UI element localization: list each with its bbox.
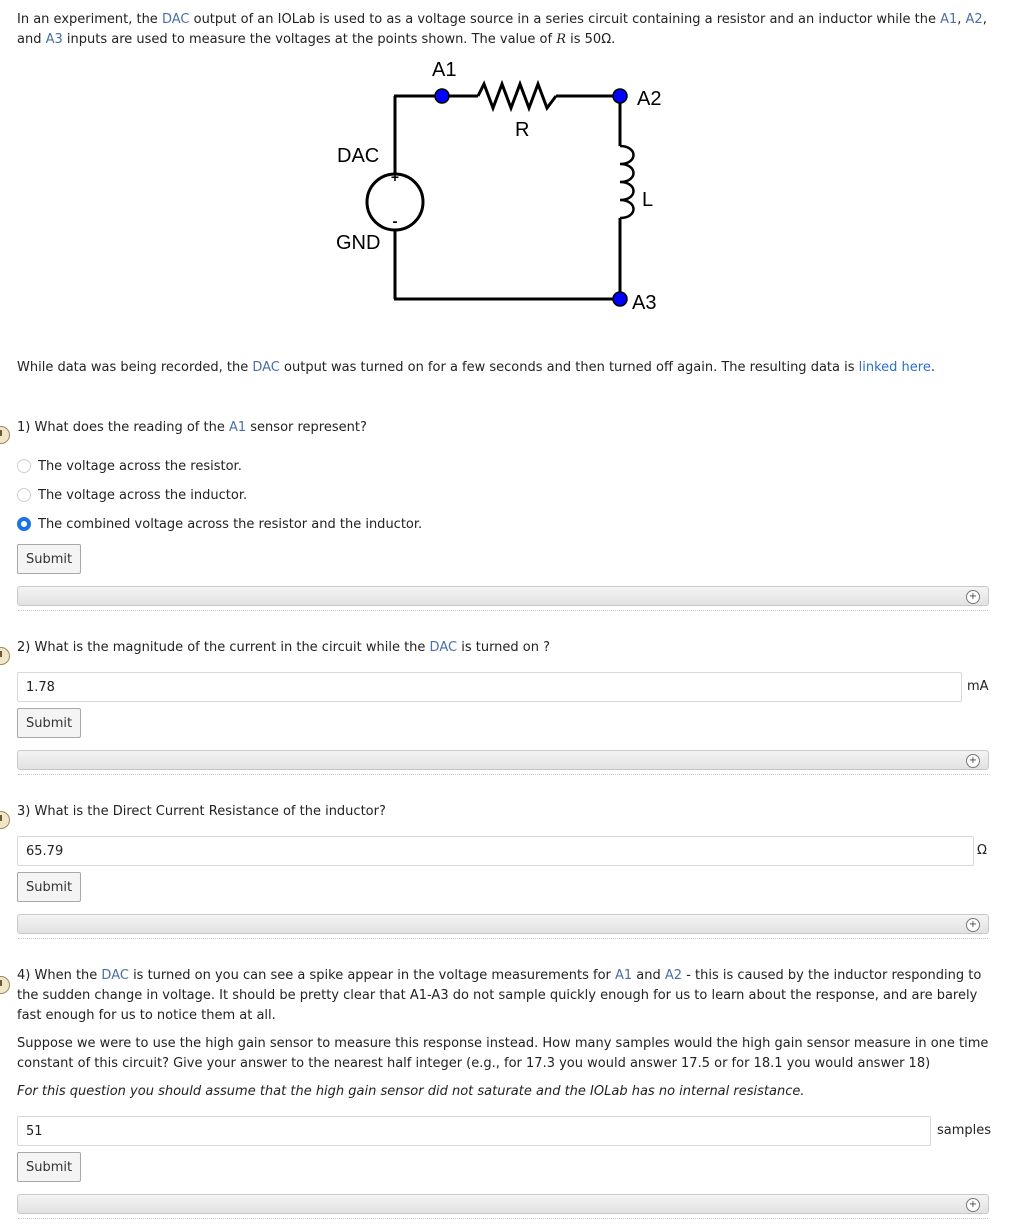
intro-text: In an experiment, the xyxy=(17,12,162,27)
q1-text: 1) What does the reading of the xyxy=(17,420,229,435)
a1-term: A1 xyxy=(615,968,633,983)
expand-plus-icon[interactable]: + xyxy=(966,754,980,768)
q4-text: - this is caused by the inductor responding to the sudden change in voltage. It should be pretty clear that A1-A3 do not sample quickly enough for us to learn about the response, and are barely fast enough for us to notice them at all. xyxy=(17,968,982,1023)
clock-icon xyxy=(0,811,10,829)
q1-option-1[interactable] xyxy=(17,486,247,504)
a3-node xyxy=(613,292,627,306)
q4-feedback-bar[interactable] xyxy=(17,1194,989,1214)
option-label: The combined voltage across the resistor and the inductor. xyxy=(38,516,423,532)
q4-submit-button[interactable]: Submit xyxy=(17,1152,81,1182)
radio-button[interactable] xyxy=(17,488,31,502)
a2-term: A2 xyxy=(664,968,683,983)
intro-text: , xyxy=(957,12,966,27)
note-text: While data was being recorded, the xyxy=(17,360,253,375)
note-text: . xyxy=(930,360,935,375)
a1-term: A1 xyxy=(940,12,958,27)
dac-term: DAC xyxy=(252,360,280,375)
l-label: L xyxy=(642,189,654,211)
a2-label: A2 xyxy=(637,88,662,110)
q1-prompt xyxy=(17,418,1007,438)
a2-node xyxy=(613,89,627,103)
q2-text: is turned on ? xyxy=(457,640,551,655)
inductor-symbol xyxy=(620,146,634,218)
q1-option-0[interactable] xyxy=(17,457,242,475)
q4-answer-input[interactable] xyxy=(17,1116,931,1146)
q3-prompt: 3) What is the Direct Current Resistance of the inductor? xyxy=(17,804,386,819)
resistor-symbol xyxy=(478,84,556,108)
q4-assumption: For this question you should assume that the high gain sensor did not saturate and the IOLab has no internal resistance. xyxy=(17,1084,805,1099)
intro-text: inputs are used to measure the voltages at the points shown. The value of xyxy=(62,32,557,47)
q1-submit-button[interactable]: Submit xyxy=(17,544,81,574)
r-variable: R xyxy=(556,32,566,47)
a3-label: A3 xyxy=(632,292,657,314)
a2-term: A2 xyxy=(965,12,983,27)
q4-unit: samples xyxy=(937,1123,992,1138)
q4-text: and xyxy=(632,968,665,983)
expand-plus-icon[interactable]: + xyxy=(966,918,980,932)
radio-button[interactable] xyxy=(17,459,31,473)
expand-plus-icon[interactable]: + xyxy=(966,590,980,604)
q2-answer-input[interactable] xyxy=(17,672,962,702)
q2-unit: mA xyxy=(967,679,989,694)
a3-term: A3 xyxy=(45,32,63,47)
q4-prompt xyxy=(17,966,992,1026)
q2-prompt xyxy=(17,638,1007,658)
q1-text: sensor represent? xyxy=(246,420,367,435)
data-note xyxy=(17,360,1007,375)
q3-unit: Ω xyxy=(977,843,987,858)
option-label: The voltage across the resistor. xyxy=(38,458,242,474)
a1-label: A1 xyxy=(432,59,457,81)
a1-node xyxy=(435,89,449,103)
q2-text: 2) What is the magnitude of the current in the circuit while the xyxy=(17,640,430,655)
radio-button-selected[interactable] xyxy=(17,517,31,531)
q2-submit-button[interactable]: Submit xyxy=(17,708,81,738)
dac-term: DAC xyxy=(161,12,190,27)
data-link[interactable]: linked here xyxy=(858,360,931,375)
note-text: output was turned on for a few seconds and then turned off again. The resulting data is xyxy=(279,360,859,375)
q3-submit-button[interactable]: Submit xyxy=(17,872,81,902)
q1-option-2[interactable] xyxy=(17,515,422,533)
intro-text: output of an IOLab is used to as a voltage source in a series circuit containing a resistor and an inductor while the xyxy=(189,12,941,27)
plus-sign: + xyxy=(390,169,400,185)
circuit-diagram xyxy=(320,56,690,316)
clock-icon xyxy=(0,976,10,994)
dac-term: DAC xyxy=(429,640,458,655)
r-label: R xyxy=(515,119,530,141)
q4-text: is turned on you can see a spike appear in the voltage measurements for xyxy=(128,968,615,983)
intro-paragraph xyxy=(17,10,997,50)
q3-answer-input[interactable] xyxy=(17,836,974,866)
minus-sign: - xyxy=(392,213,398,230)
intro-text: , and xyxy=(17,12,987,47)
option-label: The voltage across the inductor. xyxy=(38,487,248,503)
q2-feedback-bar[interactable] xyxy=(17,750,989,770)
intro-text: is 50Ω. xyxy=(566,32,616,47)
gnd-label: GND xyxy=(336,232,381,254)
expand-plus-icon[interactable]: + xyxy=(966,1198,980,1212)
q3-feedback-bar[interactable] xyxy=(17,914,989,934)
a1-term: A1 xyxy=(228,420,247,435)
dac-label: DAC xyxy=(337,145,380,167)
q4-text: 4) When the xyxy=(17,968,102,983)
q4-paragraph-2: Suppose we were to use the high gain sensor to measure this response instead. How many samples would the high gain sensor measure in one time constant of this circuit? Give your answer to the nearest half integer (e.g., for 17.3 you would answer 17.5 or for 18.1 you would answer 18) xyxy=(17,1036,989,1071)
dac-term: DAC xyxy=(101,968,129,983)
clock-icon xyxy=(0,426,10,444)
q1-feedback-bar[interactable] xyxy=(17,586,989,606)
clock-icon xyxy=(0,647,10,665)
